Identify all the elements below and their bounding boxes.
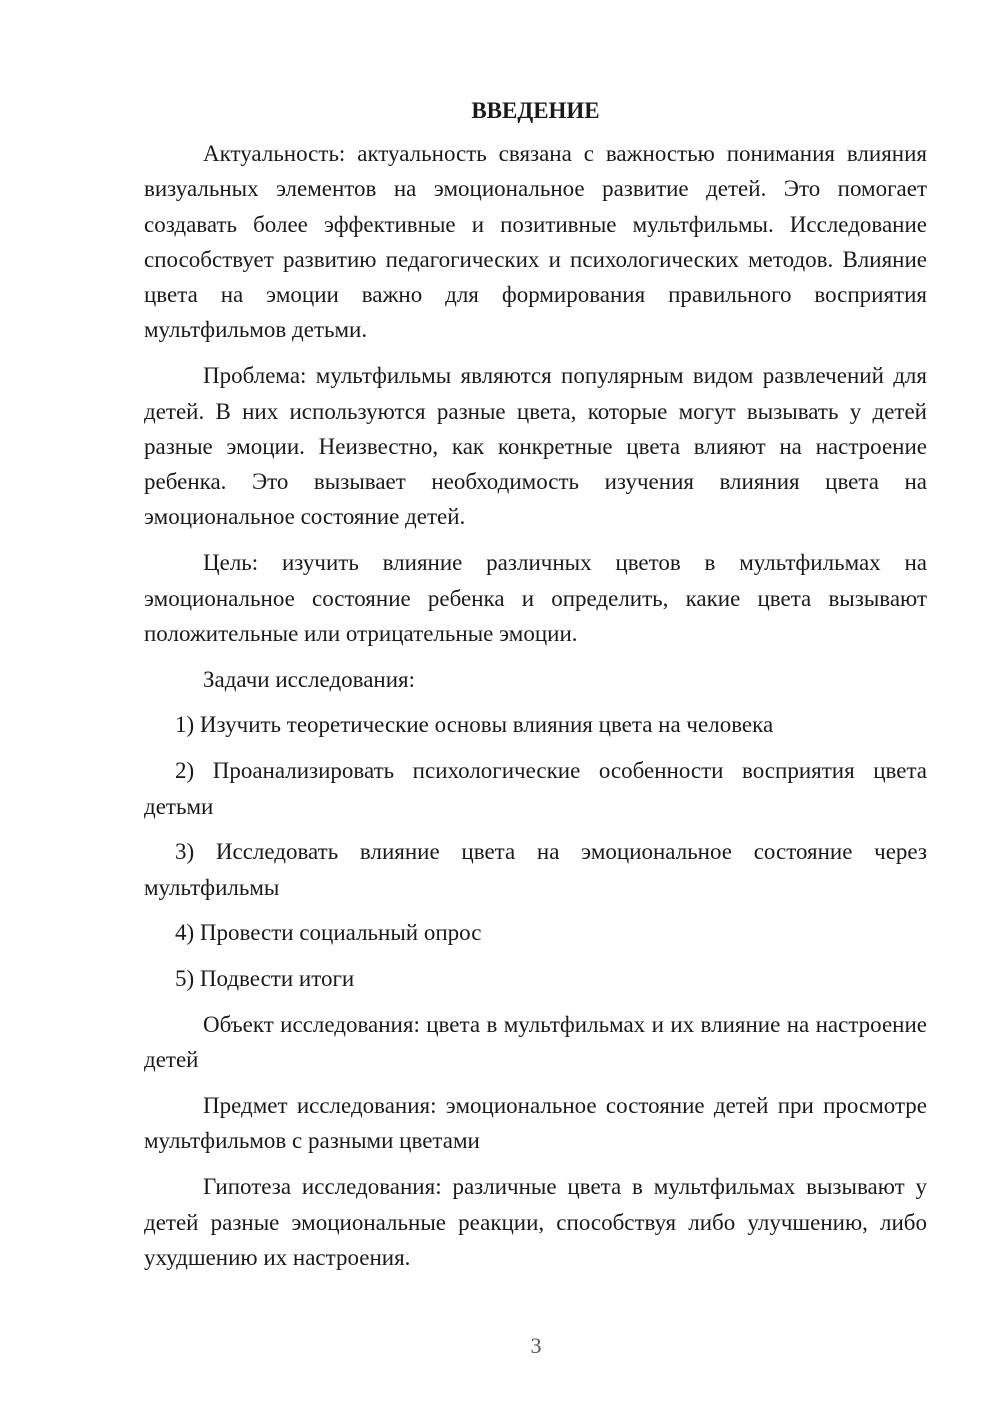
paragraph-relevance: Актуальность: актуальность связана с важностью понимания влияния визуальных элементов на эмоциональное развитие детей. Это помогает создавать более эффективные и позитивные мультфильмы. Исследование способствует развитию педагогических и психологических методов. Влияние цвета на эмоции важно для формирования правильного восприятия мультфильмов детьми.: [144, 141, 927, 343]
task-item-5: 5) Подвести итоги: [175, 966, 355, 992]
page-title: ВВЕДЕНИЕ: [471, 98, 600, 123]
paragraph-hypothesis: Гипотеза исследования: различные цвета в мультфильмах вызывают у детей разные эмоциональные реакции, способствуя либо улучшению, либо ухудшению их настроения.: [144, 1174, 927, 1270]
paragraph-goal: Цель: изучить влияние различных цветов в мультфильмах на эмоциональное состояние ребенка и определить, какие цвета вызывают положительные или отрицательные эмоции.: [144, 550, 927, 646]
task-item-3: 3) Исследовать влияние цвета на эмоциональное состояние через мультфильмы: [144, 839, 927, 900]
task-item-4: 4) Провести социальный опрос: [175, 920, 482, 946]
task-item-2: 2) Проанализировать психологические особенности восприятия цвета детьми: [144, 758, 927, 819]
paragraph-subject: Предмет исследования: эмоциональное состояние детей при просмотре мультфильмов с разными цветами: [144, 1093, 927, 1154]
paragraph-tasks-heading: Задачи исследования:: [203, 666, 416, 692]
task-item-1: 1) Изучить теоретические основы влияния цвета на человека: [175, 712, 774, 738]
paragraph-problem: Проблема: мультфильмы являются популярным видом развлечений для детей. В них используются разные цвета, которые могут вызывать у детей разные эмоции. Неизвестно, как конкретные цвета влияют на настроение ребенка. Это вызывает необходимость изучения влияния цвета на эмоциональное состояние детей.: [144, 363, 927, 530]
page-number: 3: [530, 1333, 542, 1358]
paragraph-object: Объект исследования: цвета в мультфильмах и их влияние на настроение детей: [144, 1012, 927, 1073]
page-content: [144, 96, 927, 1286]
